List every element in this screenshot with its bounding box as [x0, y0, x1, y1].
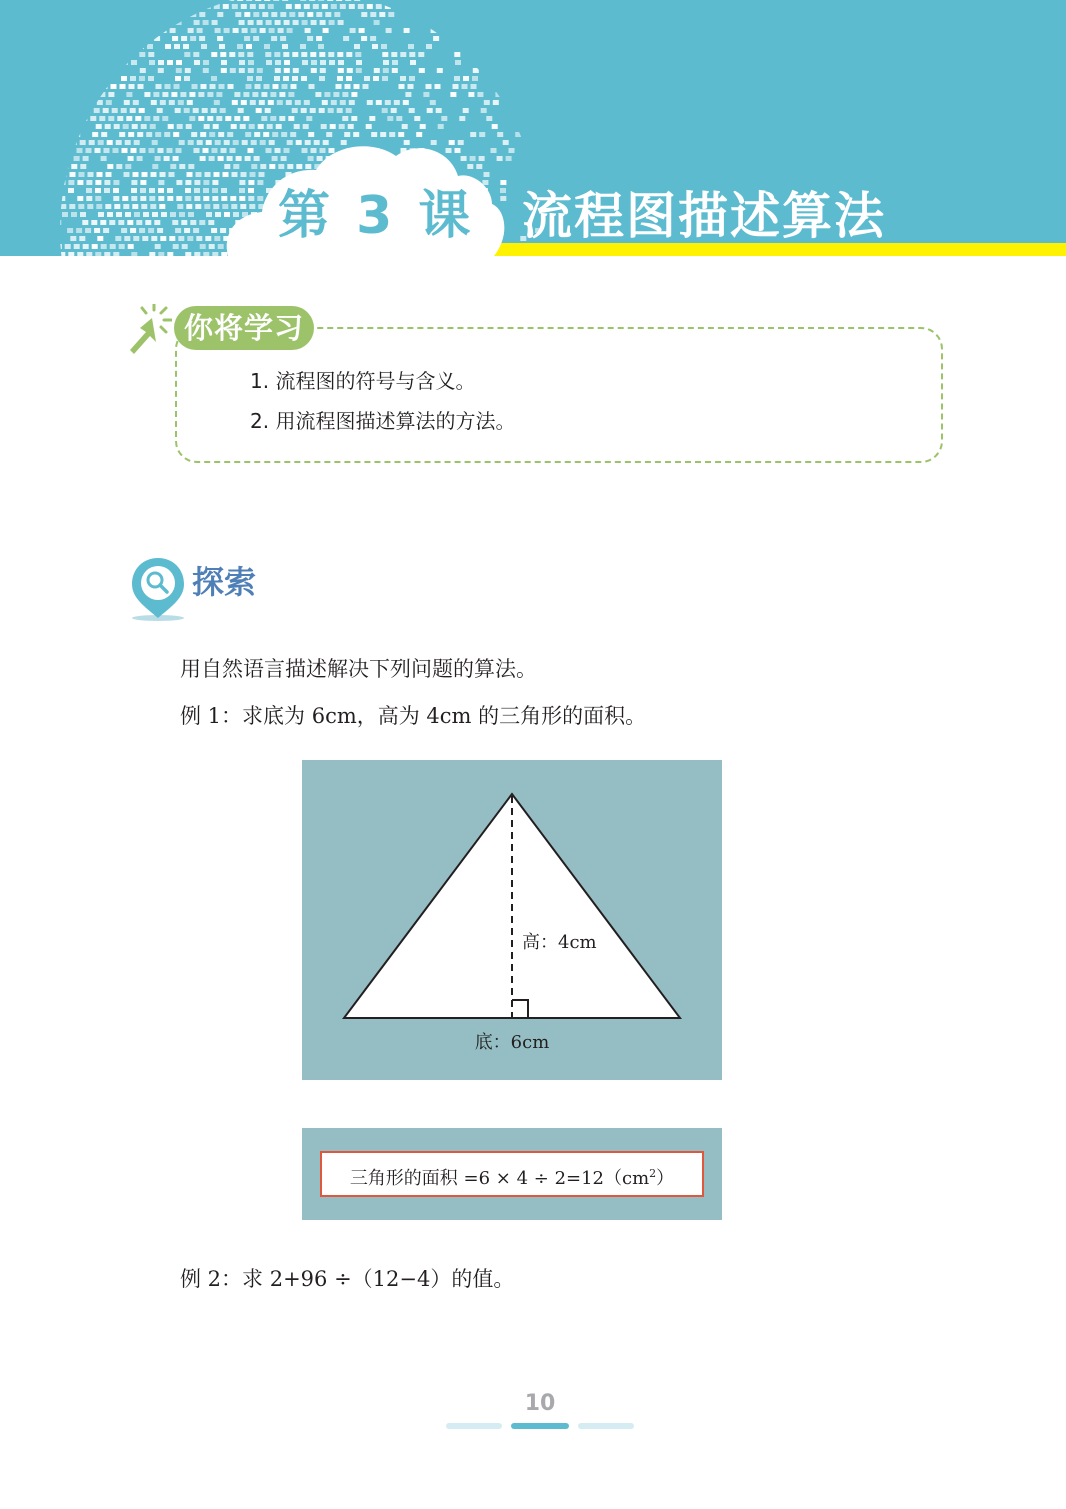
area-formula — [320, 1151, 704, 1197]
sparkle-cursor-icon — [128, 304, 172, 358]
page-bar-center — [511, 1423, 569, 1429]
formula-panel — [302, 1128, 722, 1220]
formula-text: 三角形的面积 =6 × 4 ÷ 2=12（cm — [349, 1168, 650, 1189]
explore-intro: 用自然语言描述解决下列问题的算法。 — [180, 657, 537, 681]
lesson-number: 第 3 课 — [278, 186, 475, 246]
explore-title: 探索 — [192, 563, 257, 601]
learn-tag: 你将学习 — [174, 306, 314, 350]
lesson-title: 流程图描述算法 — [522, 187, 886, 245]
height-label: 高：4cm — [522, 932, 597, 953]
page-bar-right — [578, 1423, 634, 1429]
learn-item: 2. 用流程图描述算法的方法。 — [250, 409, 516, 433]
example-2-text: 例 2：求 2+96 ÷（12−4）的值。 — [180, 1267, 515, 1291]
page-number: 10 — [524, 1391, 556, 1416]
formula-close: ） — [656, 1168, 675, 1189]
triangle-diagram — [302, 760, 722, 1080]
triangle-figure — [302, 760, 722, 1080]
formula-exponent: 2 — [649, 1167, 657, 1180]
page-bar-left — [446, 1423, 502, 1429]
magnifier-pin-icon — [128, 554, 188, 624]
example-1-text: 例 1：求底为 6cm，高为 4cm 的三角形的面积。 — [180, 704, 647, 728]
learn-item: 1. 流程图的符号与含义。 — [250, 369, 476, 393]
base-label: 底：6cm — [474, 1032, 550, 1053]
